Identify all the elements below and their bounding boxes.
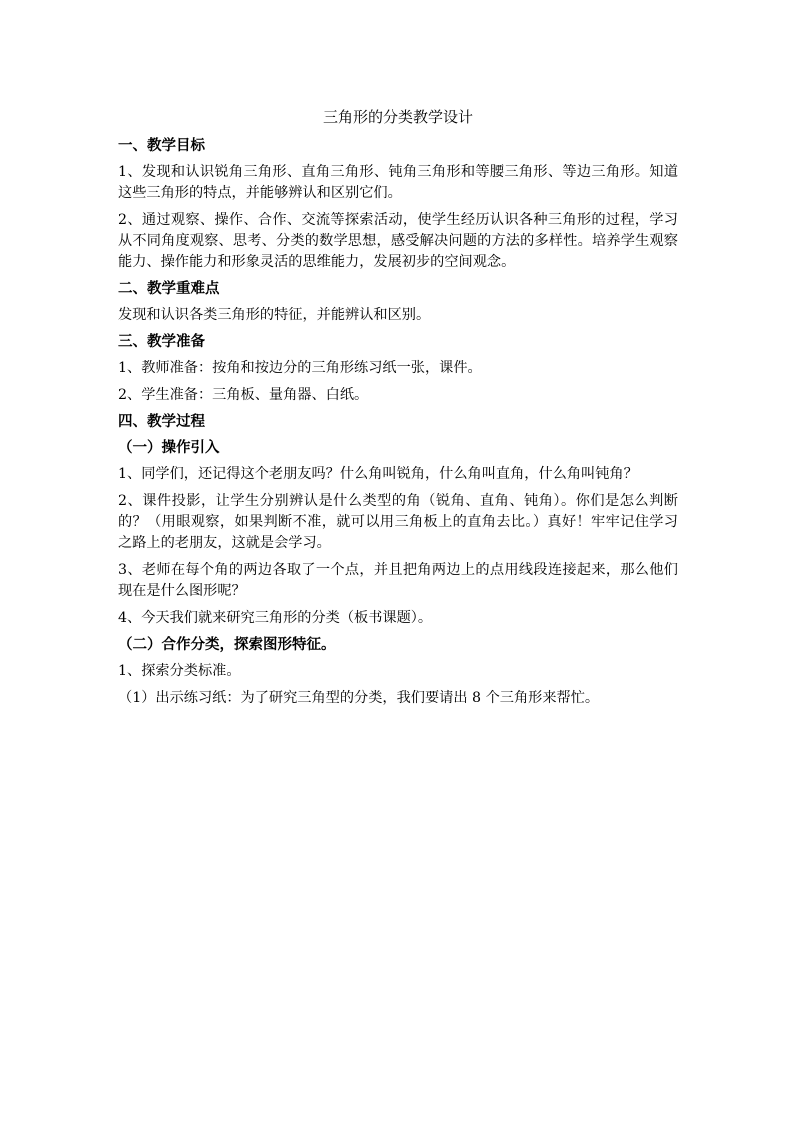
subsection-heading-intro: （一）操作引入 xyxy=(118,439,220,456)
paragraph: 1、教师准备：按角和按边分的三角形练习纸一张，课件。 xyxy=(118,360,482,376)
paragraph: 2、学生准备：三角板、量角器、白纸。 xyxy=(118,387,369,403)
section-heading-preparation: 三、教学准备 xyxy=(118,333,205,350)
document-title: 三角形的分类教学设计 xyxy=(322,108,473,126)
paragraph: 2、课件投影，让学生分别辨认是什么类型的角（锐角、直角、钝角）。你们是怎么判断的？（用眼观察，如果判断不准，就可以用三角板上的直角去比。）真好！牢牢记住学习之路上的老朋友，这就是会学习。 xyxy=(118,493,678,551)
paragraph: （1）出示练习纸：为了研究三角型的分类，我们要请出 8 个三角形来帮忙。 xyxy=(118,690,600,706)
subsection-heading-classify: （二）合作分类，探索图形特征。 xyxy=(118,636,336,653)
paragraph: 1、探索分类标准。 xyxy=(118,663,241,679)
paragraph: 1、发现和认识锐角三角形、直角三角形、钝角三角形和等腰三角形、等边三角形。知道这些三角形的特点，并能够辨认和区别它们。 xyxy=(118,164,678,201)
section-heading-goals: 一、教学目标 xyxy=(118,137,205,154)
paragraph: 3、老师在每个角的两边各取了一个点，并且把角两边上的点用线段连接起来，那么他们现在是什么图形呢？ xyxy=(118,562,678,599)
paragraph: 2、通过观察、操作、合作、交流等探索活动，使学生经历认识各种三角形的过程，学习从不同角度观察、思考、分类的数学思想，感受解决问题的方法的多样性。培养学生观察能力、操作能力和形象灵活的思维能力，发展初步的空间观念。 xyxy=(118,212,678,270)
paragraph: 1、同学们，还记得这个老朋友吗？什么角叫锐角，什么角叫直角，什么角叫钝角？ xyxy=(118,466,638,482)
document-page xyxy=(118,104,678,715)
paragraph: 4、今天我们就来研究三角形的分类（板书课题）。 xyxy=(118,610,433,626)
section-heading-key-points: 二、教学重难点 xyxy=(118,280,220,297)
paragraph: 发现和认识各类三角形的特征，并能辨认和区别。 xyxy=(118,307,431,323)
section-heading-process: 四、教学过程 xyxy=(118,413,205,430)
